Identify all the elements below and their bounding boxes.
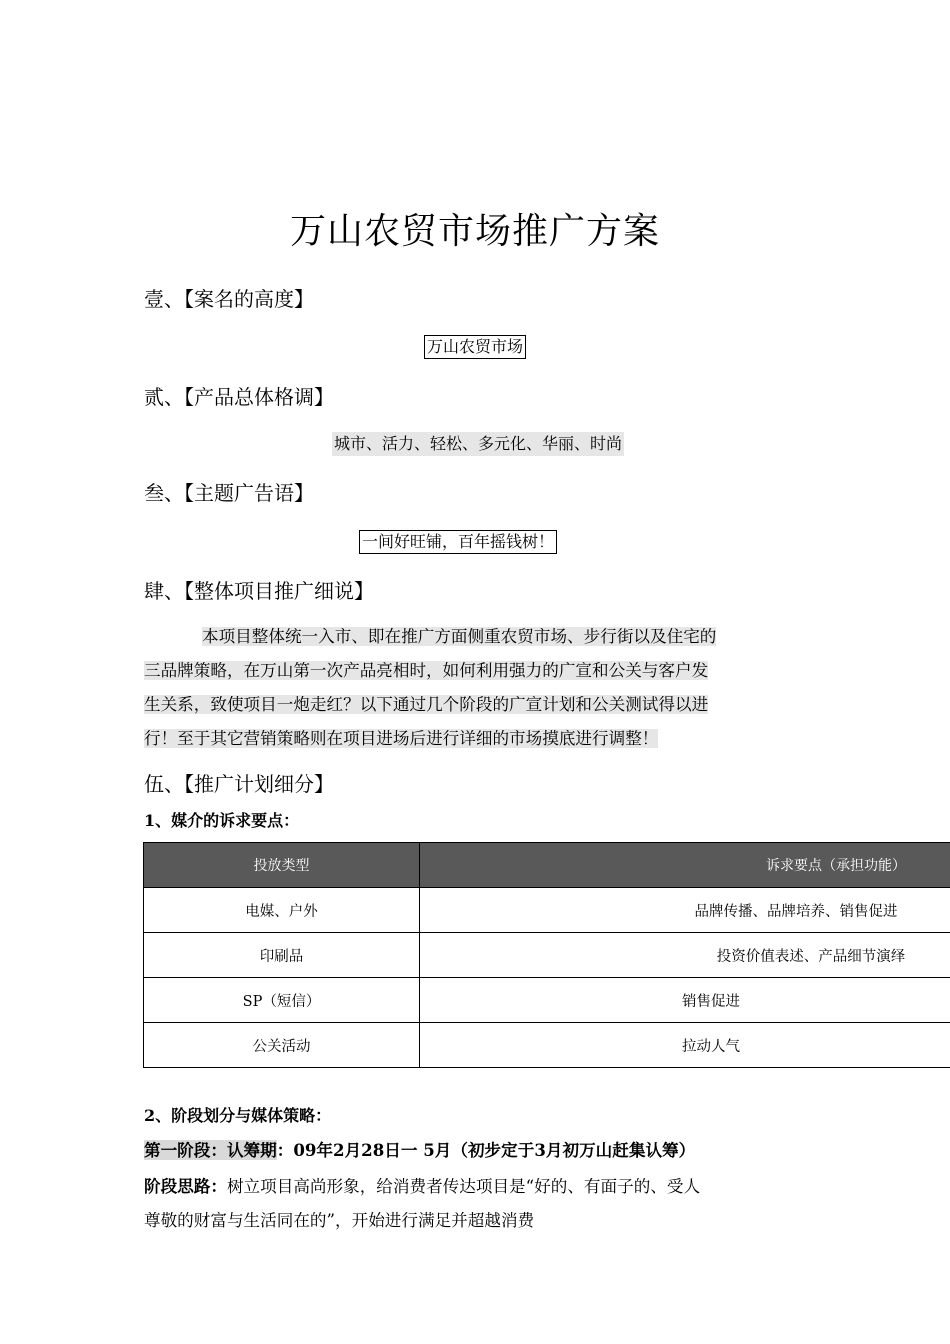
- table-cell: 公关活动: [144, 1023, 420, 1068]
- tone-text: 城市、活力、轻松、多元化、华丽、时尚: [332, 432, 624, 456]
- stage-line: [144, 1133, 844, 1167]
- table-row: [144, 1023, 950, 1068]
- table-cell: 印刷品: [144, 933, 420, 978]
- table-header-cell: 投放类型: [144, 843, 420, 888]
- table-cell: 拉动人气: [420, 1023, 950, 1068]
- section-heading-1: 壹、【案名的高度】: [144, 287, 314, 311]
- section-heading-3: 叁、【主题广告语】: [144, 481, 314, 505]
- thinking-paragraph: [144, 1169, 808, 1238]
- project-name-line: [0, 335, 950, 359]
- table-header-row: [144, 843, 950, 888]
- media-subtitle: 1、媒介的诉求要点：: [144, 811, 300, 830]
- table-cell: 销售促进: [420, 978, 950, 1023]
- promotion-paragraph: [144, 620, 808, 756]
- slogan-box: 一间好旺铺，百年摇钱树！: [359, 530, 557, 554]
- slogan-line: [359, 530, 557, 554]
- stage-label: 第一阶段：认筹期: [144, 1140, 277, 1160]
- table-cell: 电媒、户外: [144, 888, 420, 933]
- page-title: 万山农贸市场推广方案: [289, 211, 660, 252]
- thinking-text: 树立项目高尚形象，给消费者传达项目是“好的、有面子的、受人: [226, 1177, 701, 1196]
- project-name-box: 万山农贸市场: [424, 335, 526, 359]
- media-table: [143, 842, 950, 1068]
- table-cell: 投资价值表述、产品细节演绎: [420, 933, 950, 978]
- section-heading-2: 贰、【产品总体格调】: [144, 385, 334, 409]
- section-heading-4: 肆、【整体项目推广细说】: [144, 579, 374, 603]
- paragraph-line: 生关系，致使项目一炮走红？以下通过几个阶段的广宣计划和公关测试得以进: [144, 695, 709, 714]
- paragraph-line: 三品牌策略，在万山第一次产品亮相时，如何利用强力的广宣和公关与客户发: [144, 661, 709, 680]
- table-row: [144, 933, 950, 978]
- stage-dates: ：09年2月28日一 5月（初步定于3月初万山赶集认筹）: [276, 1140, 696, 1160]
- table-cell: SP（短信）: [144, 978, 420, 1023]
- tone-line: [332, 432, 624, 456]
- table-cell: 品牌传播、品牌培养、销售促进: [420, 888, 950, 933]
- table-header-cell: 诉求要点（承担功能）: [420, 843, 950, 888]
- thinking-text: 尊敬的财富与生活同在的”，开始进行满足并超越消费: [144, 1211, 535, 1230]
- thinking-label: 阶段思路：: [144, 1176, 227, 1196]
- table-row: [144, 978, 950, 1023]
- paragraph-line: 本项目整体统一入市、即在推广方面侧重农贸市场、步行街以及住宅的: [202, 627, 717, 646]
- phase-subtitle: 2、阶段划分与媒体策略：: [144, 1106, 332, 1125]
- paragraph-line: 行！至于其它营销策略则在项目进场后进行详细的市场摸底进行调整！: [144, 729, 659, 748]
- section-heading-5: 伍、【推广计划细分】: [144, 772, 334, 796]
- table-row: [144, 888, 950, 933]
